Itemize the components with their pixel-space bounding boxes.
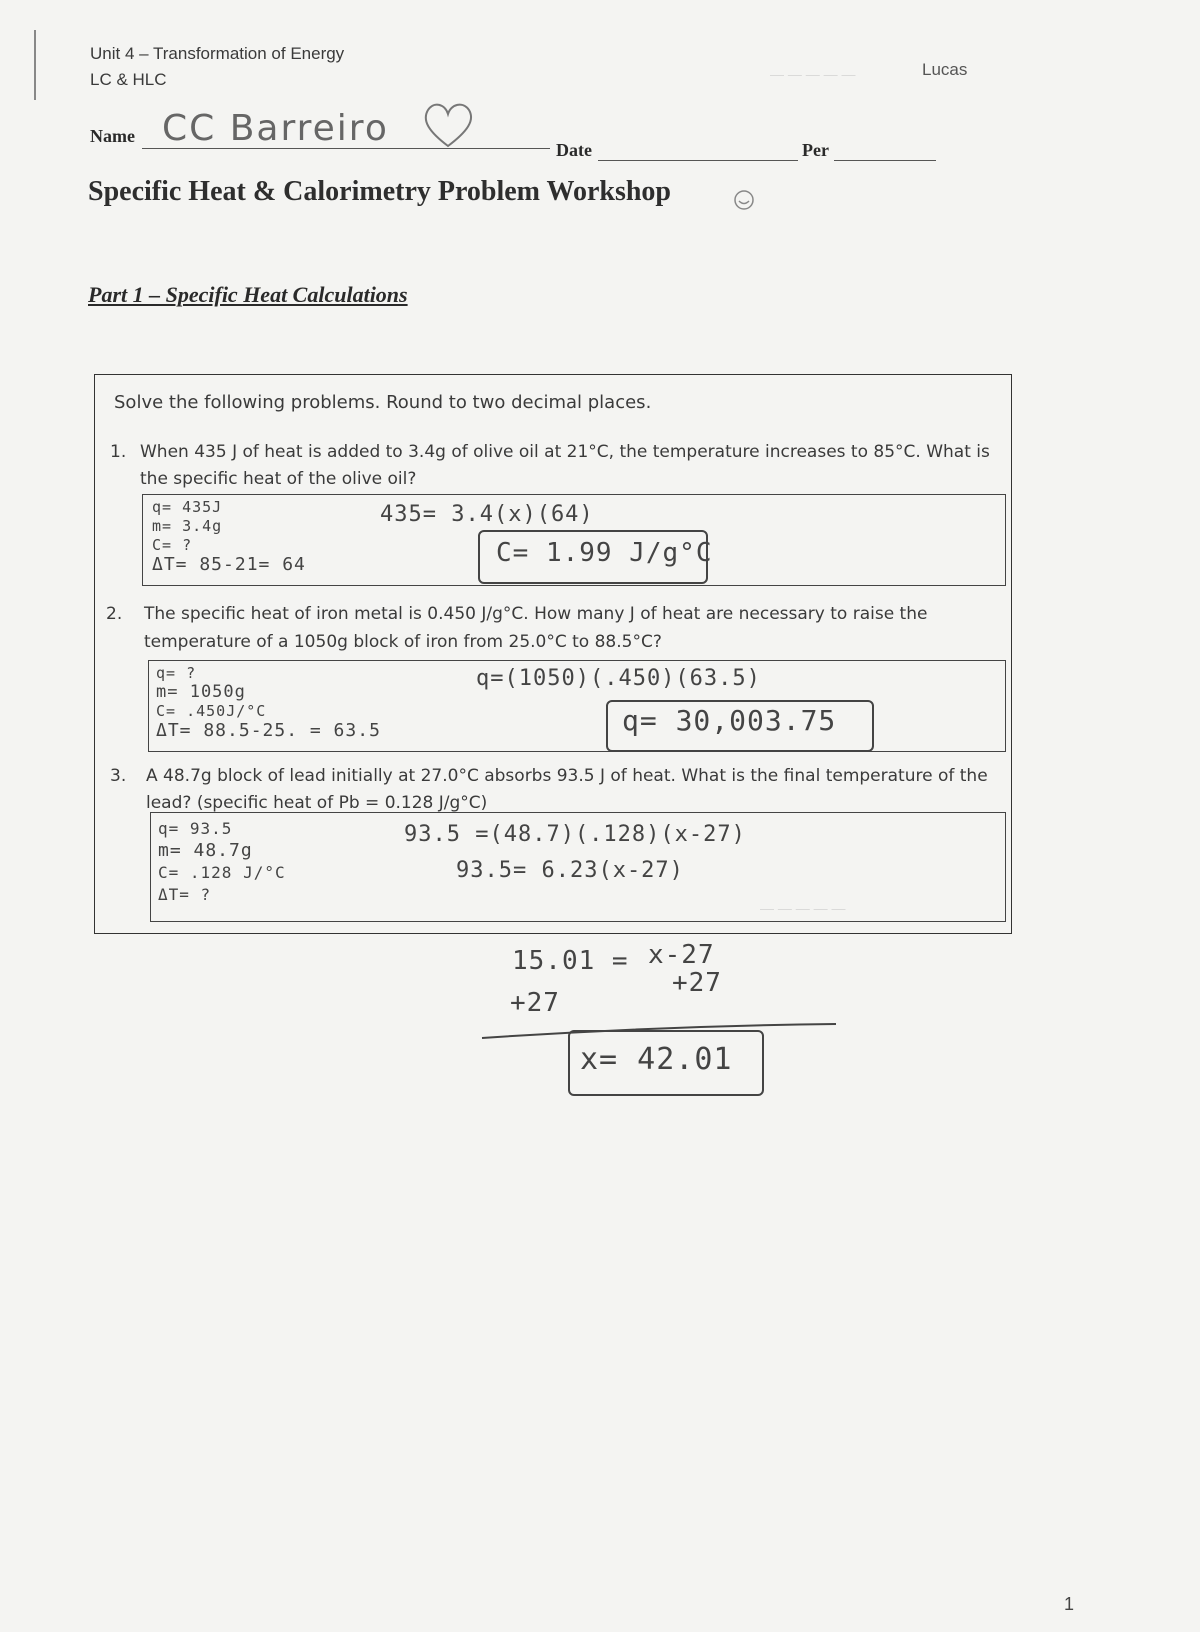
student-name: CC Barreiro: [162, 108, 389, 149]
part1-heading: Part 1 – Specific Heat Calculations: [88, 282, 408, 307]
problem-1-answer: C= 1.99 J/g°C: [496, 538, 713, 568]
heart-doodle: [418, 96, 478, 152]
problem-3-equation-2: 93.5= 6.23(x-27): [456, 858, 684, 883]
problem-2-number: 2.: [106, 604, 123, 624]
problem-3-step1-right: x-27: [648, 940, 715, 970]
problem-2-givens: q= ? m= 1050g C= .450J/°C ΔT= 88.5-25. = 63.5: [156, 664, 381, 741]
problem-3-text-line2: lead? (specific heat of Pb = 0.128 J/g°C): [146, 793, 488, 813]
period-label: Per: [802, 140, 829, 160]
problem-1-text-line1: When 435 J of heat is added to 3.4g of olive oil at 21°C, the temperature increases to 85°C. What is: [140, 442, 990, 462]
problem-1-text-line2: the specific heat of the olive oil?: [140, 469, 417, 489]
problem-2-text-line2: temperature of a 1050g block of iron from 25.0°C to 88.5°C?: [144, 632, 662, 652]
problem-3-givens: q= 93.5 m= 48.7g C= .128 J/°C ΔT= ?: [158, 819, 286, 904]
page-number: 1: [1064, 1594, 1075, 1614]
period-line: [834, 160, 936, 161]
course-level: LC & HLC: [90, 70, 167, 89]
bleed-through-text: — — — — —: [760, 900, 846, 916]
problem-3-step2-right: +27: [672, 968, 722, 998]
teacher-name: Lucas: [922, 60, 968, 79]
problem-3-number: 3.: [110, 766, 127, 786]
problem-2-answer: q= 30,003.75: [622, 704, 837, 737]
name-label: Name: [90, 126, 135, 146]
page-title: Specific Heat & Calorimetry Problem Workshop: [88, 176, 671, 207]
problem-1-equation: 435= 3.4(x)(64): [380, 502, 594, 527]
date-label: Date: [556, 140, 592, 160]
binder-mark: [34, 30, 36, 100]
date-line: [598, 160, 798, 161]
problem-3-text-line1: A 48.7g block of lead initially at 27.0°C absorbs 93.5 J of heat. What is the final temperature of the: [146, 766, 988, 786]
bleed-through-text: — — — — —: [770, 66, 856, 82]
unit-title: Unit 4 – Transformation of Energy: [90, 44, 345, 63]
problem-3-equation-1: 93.5 =(48.7)(.128)(x-27): [404, 822, 746, 847]
problem-3-step2-left: +27: [510, 988, 560, 1018]
problem-2-equation: q=(1050)(.450)(63.5): [476, 666, 761, 691]
problem-1-number: 1.: [110, 442, 127, 462]
instructions: Solve the following problems. Round to two decimal places.: [114, 392, 652, 413]
problem-3-answer: x= 42.01: [580, 1042, 733, 1077]
problem-1-givens: q= 435J m= 3.4g C= ? ΔT= 85-21= 64: [152, 498, 306, 575]
problem-3-step1-left: 15.01 =: [512, 946, 629, 976]
problem-2-text-line1: The specific heat of iron metal is 0.450 J/g°C. How many J of heat are necessary to raise the: [144, 604, 928, 624]
smiley-doodle: [730, 188, 758, 212]
